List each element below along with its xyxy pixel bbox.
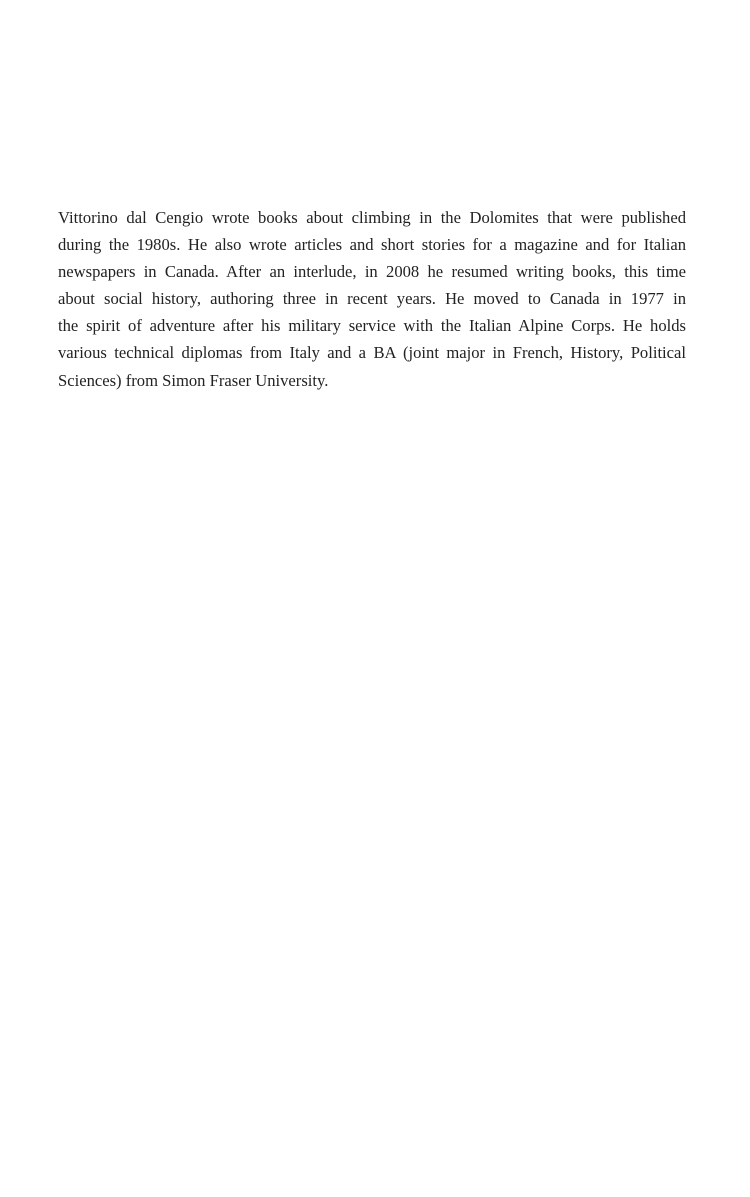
bio-line-6: various technical diplomas from Italy and a BA (joint major in French, History, Political	[58, 343, 686, 363]
bio-line-4: about social history, authoring three in recent years. He moved to Canada in 1977 in	[58, 289, 686, 309]
bio-line-5: the spirit of adventure after his military service with the Italian Alpine Corps. He holds	[58, 316, 686, 336]
bio-line-2: during the 1980s. He also wrote articles and short stories for a magazine and for Italian	[58, 235, 686, 255]
bio-line-1: Vittorino dal Cengio wrote books about climbing in the Dolomites that were published	[58, 208, 686, 227]
bio-line-7: Sciences) from Simon Fraser University.	[58, 370, 329, 390]
author-bio-paragraph	[58, 204, 686, 394]
bio-line-3: newspapers in Canada. After an interlude, in 2008 he resumed writing books, this time	[58, 262, 686, 282]
